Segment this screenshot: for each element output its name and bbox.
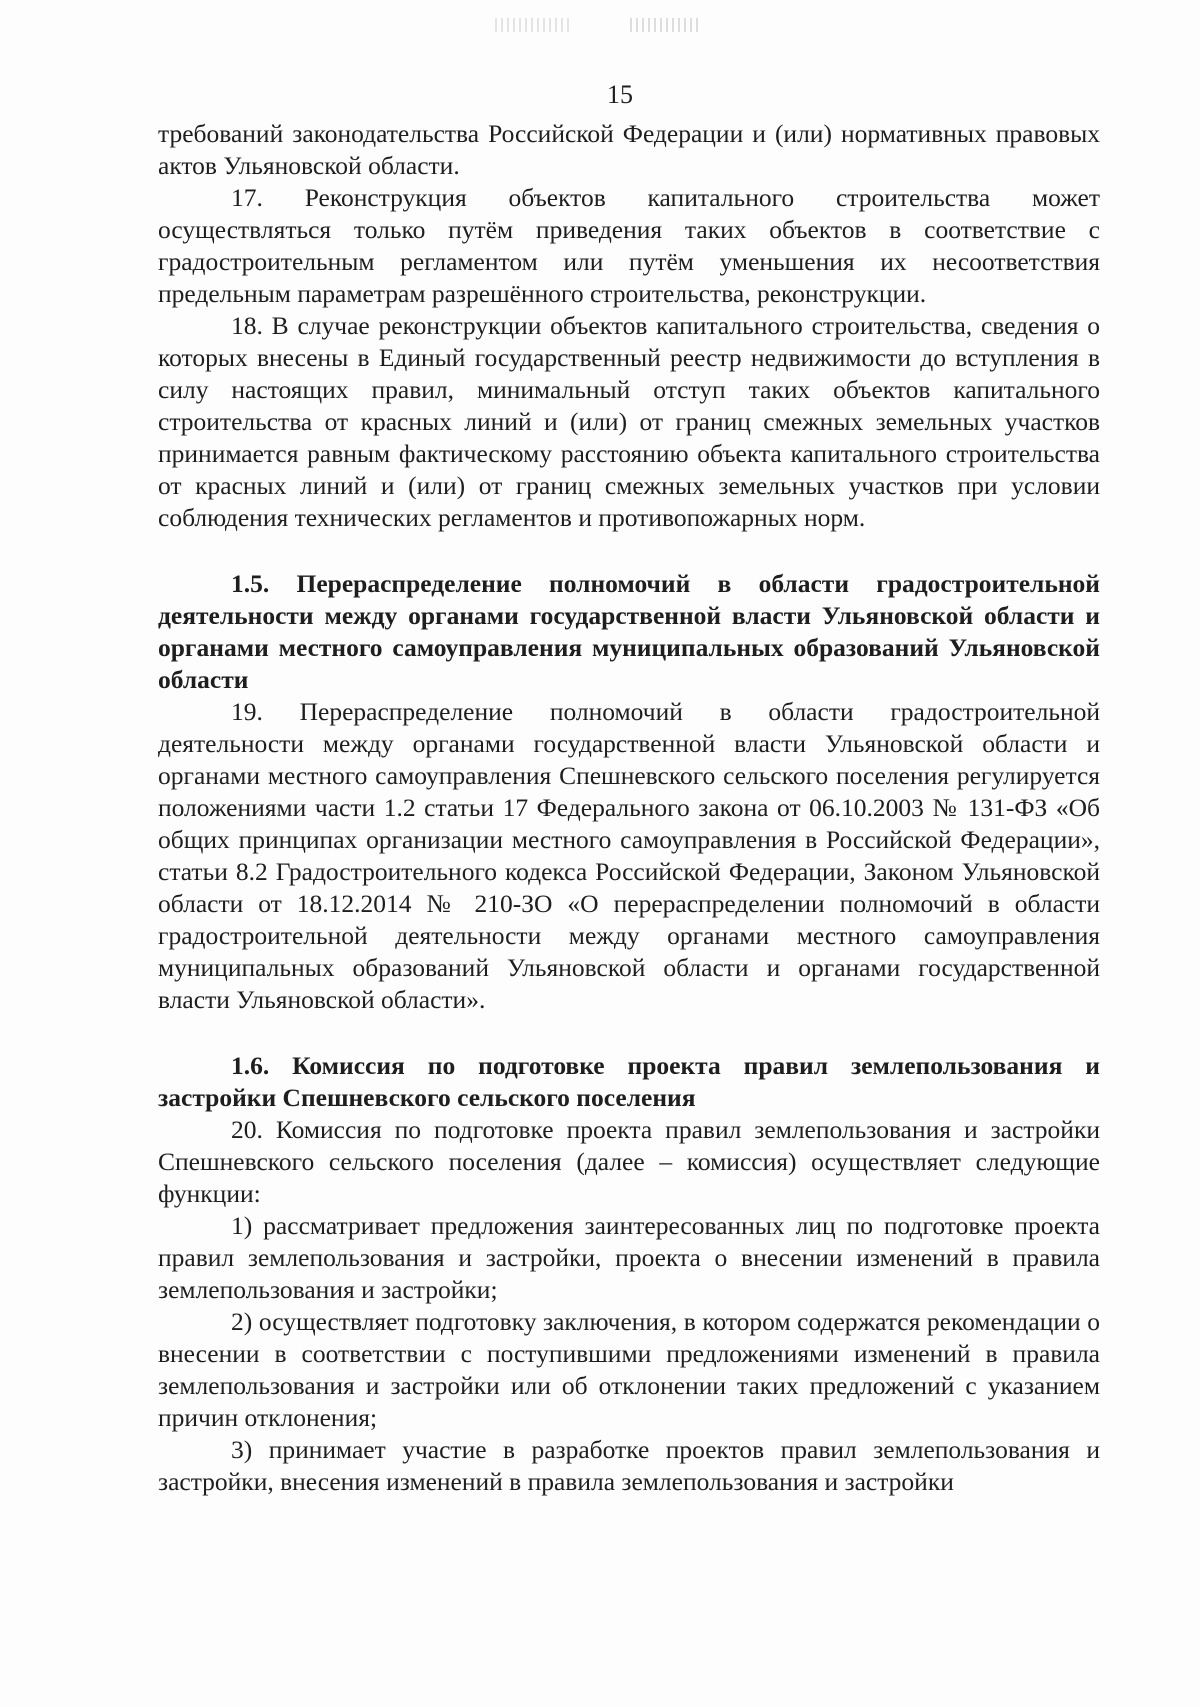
scan-artifact <box>630 18 700 32</box>
paragraph-18: 18. В случае реконструкции объектов капитального строительства, сведения о которых внесены в Единый государственный реестр недвижимости до вступления в силу настоящих правил, минимальный отступ таких объектов капитального строительства от красных линий и (или) от границ смежных земельных участков принимается равным фактическому расстоянию объекта капитального строительства от красных линий и (или) от границ смежных земельных участков при условии соблюдения технических регламентов и противопожарных норм. <box>158 311 1100 532</box>
list-item-1: 1) рассматривает предложения заинтересованных лиц по подготовке проекта правил землепользования и застройки, проекта о внесении изменений в правила землепользования и застройки; <box>158 1211 1100 1304</box>
section-heading-1-6: 1.6. Комиссия по подготовке проекта правил землепользования и застройки Спешневского сельского поселения <box>158 1051 1100 1112</box>
list-item-3: 3) принимает участие в разработке проектов правил землепользования и застройки, внесения изменений в правила землепользования и застройки <box>158 1435 1100 1496</box>
section-heading-1-5: 1.5. Перераспределение полномочий в области градостроительной деятельности между органами государственной власти Ульяновской области и органами местного самоуправления муниципальных образований Ульяновской области <box>158 569 1100 694</box>
paragraph-20: 20. Комиссия по подготовке проекта правил землепользования и застройки Спешневского сельского поселения (далее – комиссия) осуществляет следующие функции: <box>158 1115 1100 1208</box>
list-item-2: 2) осуществляет подготовку заключения, в котором содержатся рекомендации о внесении в соответствии с поступившими предложениями изменений в правила землепользования и застройки или об отклонении таких предложений с указанием причин отклонения; <box>158 1307 1100 1432</box>
scan-artifact <box>495 18 573 32</box>
page-number: 15 <box>607 80 633 109</box>
paragraph-17: 17. Реконструкция объектов капитального строительства может осуществляться только путём приведения таких объектов в соответствие с градостроительным регламентом или путём уменьшения их несоответствия предельным параметрам разрешённого строительства, реконструкции. <box>158 183 1100 308</box>
document-body <box>158 118 1100 1498</box>
paragraph-continuation: требований законодательства Российской Федерации и (или) нормативных правовых актов Ульяновской области. <box>158 119 1100 180</box>
paragraph-19: 19. Перераспределение полномочий в области градостроительной деятельности между органами государственной власти Ульяновской области и органами местного самоуправления Спешневского сельского поселения регулируется положениями части 1.2 статьи 17 Федерального закона от 06.10.2003 № 131-ФЗ «Об общих принципах организации местного самоуправления в Российской Федерации», статьи 8.2 Градостроительного кодекса Российской Федерации, Законом Ульяновской области от 18.12.2014 № 210-ЗО «О перераспределении полномочий в области градостроительной деятельности между органами местного самоуправления муниципальных образований Ульяновской области и органами государственной власти Ульяновской области». <box>158 697 1100 1014</box>
